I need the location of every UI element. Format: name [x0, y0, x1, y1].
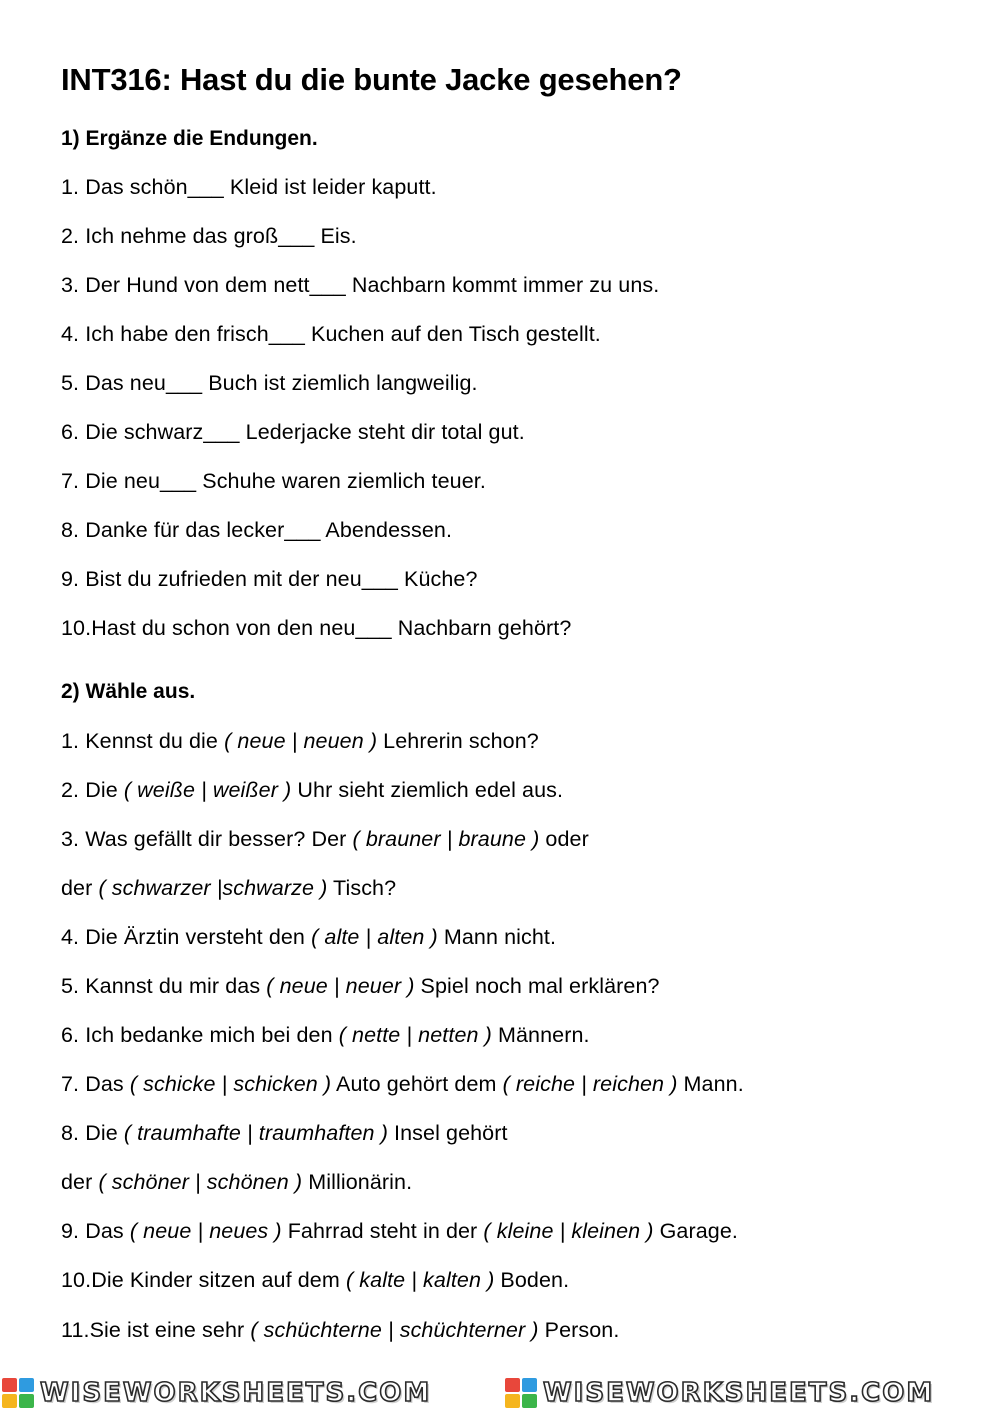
line-text: Auto gehört dem [331, 1072, 503, 1096]
exercise-2-line [61, 1318, 619, 1343]
footer-watermark [0, 1376, 1000, 1413]
line-text: 10.Die Kinder sitzen auf dem [61, 1268, 346, 1292]
line-text: 2. Die [61, 778, 124, 802]
exercise-2-line [61, 778, 563, 803]
exercise-2-line [61, 729, 539, 754]
choice-options: ( neue | neues ) [129, 1219, 282, 1243]
exercise-2-line [61, 827, 589, 852]
line-text: Männern. [491, 1023, 590, 1047]
exercise-1-item: 6. Die schwarz___ Lederjacke steht dir total gut. [61, 420, 525, 444]
brand-icon-square [505, 1394, 520, 1408]
line-text: Fahrrad steht in der [281, 1219, 484, 1243]
brand-text: WISEWORKSHEETS.COM [543, 1378, 935, 1408]
section-2-heading: 2) Wähle aus. [61, 680, 196, 703]
exercise-1-item: 4. Ich habe den frisch___ Kuchen auf den Tisch gestellt. [61, 322, 601, 346]
line-text: Spiel noch mal erklären? [414, 974, 660, 998]
line-text: Mann. [677, 1072, 744, 1096]
exercise-2-line [61, 1170, 412, 1195]
line-text: der [61, 1170, 99, 1194]
choice-options: ( weiße | weißer ) [123, 778, 292, 802]
choice-options: ( schwarzer |schwarze ) [98, 876, 328, 900]
exercise-2-line [61, 1072, 744, 1097]
exercise-2-line [61, 974, 660, 999]
choice-options: ( reiche | reichen ) [502, 1072, 678, 1096]
exercise-1-item: 9. Bist du zufrieden mit der neu___ Küche? [61, 567, 478, 591]
line-text: 11.Sie ist eine sehr [61, 1318, 251, 1342]
line-text: Millionärin. [302, 1170, 413, 1194]
exercise-2-line [61, 1268, 569, 1293]
brand-icon-square [2, 1378, 17, 1392]
choice-options: ( nette | netten ) [338, 1023, 492, 1047]
choice-options: ( brauner | braune ) [352, 827, 540, 851]
brand-icon-square [19, 1394, 34, 1408]
exercise-1-item: 2. Ich nehme das groß___ Eis. [61, 224, 357, 248]
line-text: 5. Kannst du mir das [61, 974, 267, 998]
exercise-2-line [61, 1219, 738, 1244]
choice-options: ( neue | neuer ) [266, 974, 415, 998]
exercise-2-line [61, 1023, 590, 1048]
line-text: Lehrerin schon? [377, 729, 539, 753]
exercise-1-item: 10.Hast du schon von den neu___ Nachbarn gehört? [61, 616, 572, 640]
exercise-2-line [61, 925, 556, 950]
brand-icon [505, 1378, 537, 1408]
brand-icon-square [522, 1378, 537, 1392]
choice-options: ( traumhafte | traumhaften ) [123, 1121, 388, 1145]
line-text: Boden. [494, 1268, 570, 1292]
line-text: 4. Die Ärztin versteht den [61, 925, 312, 949]
page-title: INT316: Hast du die bunte Jacke gesehen? [61, 62, 682, 97]
line-text: 6. Ich bedanke mich bei den [61, 1023, 339, 1047]
line-text: 8. Die [61, 1121, 124, 1145]
section-1-heading: 1) Ergänze die Endungen. [61, 127, 318, 150]
line-text: Insel gehört [387, 1121, 508, 1145]
choice-options: ( alte | alten ) [311, 925, 438, 949]
choice-options: ( schöner | schönen ) [98, 1170, 303, 1194]
brand-icon-square [19, 1378, 34, 1392]
exercise-2-line [61, 1121, 508, 1146]
line-text: 3. Was gefällt dir besser? Der [61, 827, 353, 851]
choice-options: ( schüchterne | schüchterner ) [250, 1318, 539, 1342]
exercise-1-item: 7. Die neu___ Schuhe waren ziemlich teuer. [61, 469, 486, 493]
choice-options: ( schicke | schicken ) [129, 1072, 332, 1096]
line-text: oder [539, 827, 589, 851]
brand-icon [2, 1378, 34, 1408]
brand-logo [505, 1378, 934, 1408]
brand-text: WISEWORKSHEETS.COM [40, 1378, 432, 1408]
brand-logo [2, 1378, 431, 1408]
line-text: 9. Das [61, 1219, 130, 1243]
exercise-1-item: 8. Danke für das lecker___ Abendessen. [61, 518, 453, 542]
choice-options: ( kleine | kleinen ) [483, 1219, 654, 1243]
line-text: 1. Kennst du die [61, 729, 225, 753]
line-text: Uhr sieht ziemlich edel aus. [291, 778, 564, 802]
line-text: Person. [538, 1318, 620, 1342]
brand-icon-square [2, 1394, 17, 1408]
line-text: Tisch? [327, 876, 397, 900]
line-text: der [61, 876, 99, 900]
line-text: 7. Das [61, 1072, 130, 1096]
choice-options: ( neue | neuen ) [224, 729, 378, 753]
brand-icon-square [505, 1378, 520, 1392]
line-text: Garage. [653, 1219, 738, 1243]
line-text: Mann nicht. [437, 925, 557, 949]
exercise-1-item: 3. Der Hund von dem nett___ Nachbarn kommt immer zu uns. [61, 273, 660, 297]
exercise-1-item: 5. Das neu___ Buch ist ziemlich langweilig. [61, 371, 478, 395]
exercise-1-item: 1. Das schön___ Kleid ist leider kaputt. [61, 175, 437, 199]
brand-icon-square [522, 1394, 537, 1408]
exercise-2-line [61, 876, 396, 901]
choice-options: ( kalte | kalten ) [345, 1268, 495, 1292]
